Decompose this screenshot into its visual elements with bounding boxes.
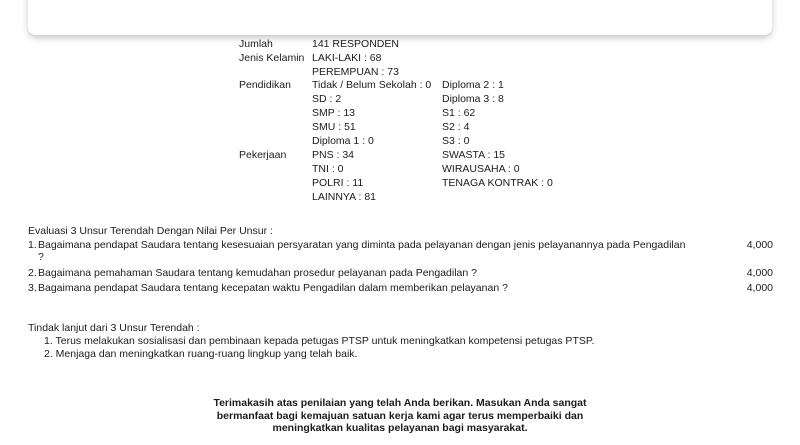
jumlah-label: Jumlah: [239, 38, 273, 50]
education-item: SMU : 51: [312, 121, 356, 133]
education-item: S2 : 4: [442, 121, 470, 133]
followup-item: 1. Terus melakukan sosialisasi dan pembinaan kepada petugas PTSP untuk meningkatkan kompetensi petugas PTSP.: [44, 335, 595, 347]
job-item: SWASTA : 15: [442, 149, 506, 161]
gender-label: Jenis Kelamin: [239, 52, 305, 64]
evaluation-item-text: Bagaimana pendapat Saudara tentang kecepatan waktu Pengadilan dalam memberikan pelayanan ?: [38, 282, 508, 294]
closing-line: Terimakasih atas penilaian yang telah Anda berikan. Masukan Anda sangat: [213, 397, 587, 409]
evaluation-item-number: 2.: [28, 267, 37, 279]
evaluation-item-score: 4,000: [746, 282, 773, 294]
job-item: POLRI : 11: [312, 177, 364, 189]
jumlah-value: 141 RESPONDEN: [312, 38, 399, 50]
closing-line: bermanfaat bagi kemajuan satuan kerja kami agar terus memperbaiki dan: [216, 409, 584, 422]
education-label: Pendidikan: [239, 79, 291, 91]
evaluation-item-text-cont: ?: [38, 251, 44, 263]
header-card: [28, 0, 772, 35]
evaluation-item-number: 1.: [28, 239, 37, 251]
followup-title: Tindak lanjut dari 3 Unsur Terendah :: [28, 322, 200, 334]
education-item: Diploma 1 : 0: [312, 135, 374, 147]
closing-message: [180, 397, 620, 435]
education-item: Tidak / Belum Sekolah : 0: [312, 79, 432, 91]
followup-item: 2. Menjaga dan meningkatkan ruang-ruang lingkup yang telah baik.: [44, 348, 358, 360]
job-label: Pekerjaan: [239, 149, 287, 161]
evaluation-title: Evaluasi 3 Unsur Terendah Dengan Nilai Per Unsur :: [28, 225, 273, 237]
closing-line: meningkatkan kualitas pelayanan bagi masyarakat.: [272, 422, 528, 434]
gender-male: LAKI-LAKI : 68: [312, 52, 382, 64]
evaluation-item-text: Bagaimana pemahaman Saudara tentang kemudahan prosedur pelayanan pada Pengadilan ?: [38, 267, 477, 279]
education-item: SMP : 13: [312, 107, 355, 119]
job-item: WIRAUSAHA : 0: [442, 163, 520, 175]
evaluation-item-score: 4,000: [746, 239, 773, 251]
job-item: PNS : 34: [312, 149, 355, 161]
job-item: TNI : 0: [312, 163, 344, 175]
education-item: Diploma 2 : 1: [442, 79, 504, 91]
evaluation-item-number: 3.: [28, 282, 37, 294]
job-item: TENAGA KONTRAK : 0: [442, 177, 553, 189]
evaluation-item-text: Bagaimana pendapat Saudara tentang kesesuaian persyaratan yang diminta pada pelayanan dengan jenis pelayanannya pada Pengadilan: [38, 239, 686, 251]
job-item: LAINNYA : 81: [312, 191, 377, 203]
evaluation-item-score: 4,000: [746, 267, 773, 279]
education-item: Diploma 3 : 8: [442, 93, 504, 105]
education-item: S3 : 0: [442, 135, 470, 147]
education-item: S1 : 62: [442, 107, 476, 119]
gender-female: PEREMPUAN : 73: [312, 66, 399, 78]
education-item: SD : 2: [312, 93, 342, 105]
